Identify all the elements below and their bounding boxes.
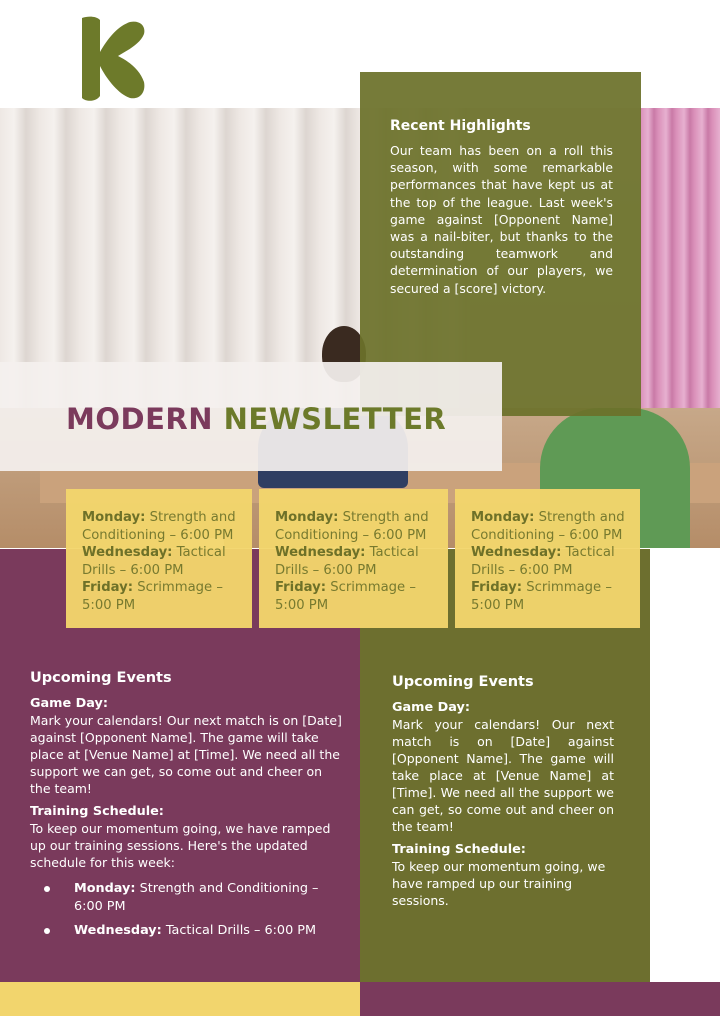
card-wednesday: Wednesday: Tactical Drills – 6:00 PM: [82, 545, 226, 578]
pink-curtain: [640, 108, 720, 438]
events-title: Upcoming Events: [392, 674, 534, 690]
game-day-body: Mark your calendars! Our next match is on [Date] against [Opponent Name]. The game will take place at [Venue Name] at [Time]. We need all the support we can get, so come out and cheer on the team!: [392, 717, 614, 834]
schedule-card-3: [455, 489, 640, 628]
title-part-newsletter: NEWSLETTER: [223, 402, 447, 436]
training-body: To keep our momentum going, we have ramped up our training sessions. Here's the updated schedule for this week:: [30, 821, 331, 870]
game-day-body: Mark your calendars! Our next match is on [Date] against [Opponent Name]. The game will take place at [Venue Name] at [Time]. We need all the support we can get, so come out and cheer on the team!: [30, 713, 342, 796]
training-label: Training Schedule:: [30, 804, 164, 819]
schedule-card-2: [259, 489, 448, 628]
game-day-label: Game Day:: [30, 696, 108, 711]
card-monday: Monday: Strength and Conditioning – 6:00 PM: [275, 510, 429, 543]
card-monday: Monday: Strength and Conditioning – 6:00 PM: [82, 510, 236, 543]
title-part-modern: MODERN: [66, 402, 213, 436]
list-item: Wednesday: Tactical Drills – 6:00 PM: [30, 922, 342, 940]
card-monday: Monday: Strength and Conditioning – 6:00 PM: [471, 510, 625, 543]
highlights-body: Our team has been on a roll this season, with some remarkable performances that have kept us at the top of the league. Last week's game against [Opponent Name] was a nail-biter, but thanks to the outstanding teamwork and determination of our players, we secured a [score] victory.: [390, 143, 613, 296]
game-day-label: Game Day:: [392, 700, 470, 715]
card-friday: Friday: Scrimmage – 5:00 PM: [275, 580, 416, 613]
training-label: Training Schedule:: [392, 842, 526, 857]
footer-plum-strip: [360, 982, 720, 1016]
footer-yellow-strip: [0, 982, 360, 1016]
training-list: [30, 880, 342, 940]
card-wednesday: Wednesday: Tactical Drills – 6:00 PM: [275, 545, 419, 578]
k-monogram-icon: [74, 14, 148, 102]
card-friday: Friday: Scrimmage – 5:00 PM: [471, 580, 612, 613]
training-body: To keep our momentum going, we have ramped up our training sessions.: [392, 859, 606, 908]
upcoming-events-right: [392, 674, 614, 915]
card-friday: Friday: Scrimmage – 5:00 PM: [82, 580, 223, 613]
title-banner: [0, 362, 502, 471]
card-wednesday: Wednesday: Tactical Drills – 6:00 PM: [471, 545, 615, 578]
schedule-card-1: [66, 489, 252, 628]
newsletter-title: [66, 402, 446, 436]
events-title: Upcoming Events: [30, 670, 172, 686]
highlights-title: Recent Highlights: [390, 118, 531, 134]
list-item: Monday: Strength and Conditioning – 6:00 PM: [30, 880, 342, 916]
upcoming-events-left: [30, 670, 342, 946]
